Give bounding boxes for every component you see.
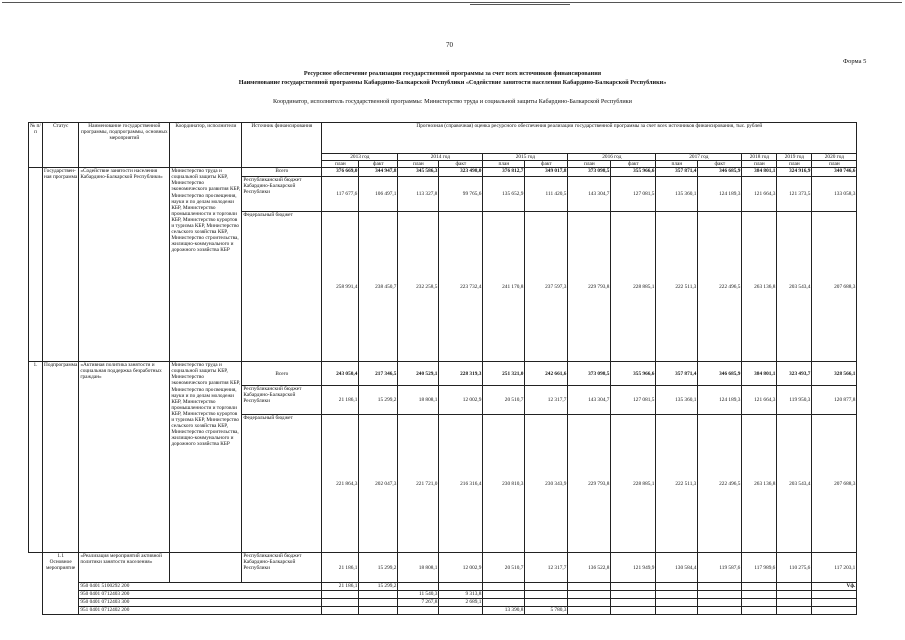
value-cell: 376 812,7 bbox=[483, 168, 525, 177]
value-cell: 373 098,5 bbox=[568, 168, 611, 177]
value-cell: 241 170,8 bbox=[483, 212, 525, 362]
value-cell: 120 877,8 bbox=[812, 386, 857, 415]
value-cell: 324 916,9 bbox=[777, 168, 812, 177]
value-cell: 21 186,1 bbox=[322, 386, 359, 415]
value-cell: 117 989,6 bbox=[742, 553, 777, 583]
source-cell: Федеральный бюджет bbox=[242, 415, 322, 553]
value-cell bbox=[777, 591, 812, 599]
sub-plan: план bbox=[812, 161, 857, 168]
value-cell: 15 299,2 bbox=[359, 583, 398, 591]
header-coordinator: Координатор, исполнители bbox=[170, 123, 242, 168]
value-cell: 230 810,3 bbox=[483, 415, 525, 553]
sub-fact: факт bbox=[698, 161, 742, 168]
value-cell: 143 304,7 bbox=[568, 386, 611, 415]
sub-plan: план bbox=[777, 161, 812, 168]
value-cell bbox=[777, 583, 812, 591]
value-cell: 124 189,3 bbox=[698, 177, 742, 212]
page-number: 70 bbox=[446, 41, 453, 49]
top-rule-2 bbox=[470, 4, 570, 5]
value-cell: 340 746,6 bbox=[812, 168, 857, 177]
value-cell: 217 346,5 bbox=[359, 362, 398, 386]
value-cell: 12 002,9 bbox=[439, 553, 483, 583]
year-header: 2014 год bbox=[398, 154, 483, 161]
value-cell: 110 275,6 bbox=[777, 553, 812, 583]
value-cell bbox=[568, 607, 611, 615]
value-cell: 7 267,8 bbox=[398, 599, 439, 607]
value-cell: 323 493,7 bbox=[777, 362, 812, 386]
value-cell: 111 420,5 bbox=[525, 177, 568, 212]
source-cell: Всего bbox=[242, 168, 322, 177]
value-cell bbox=[322, 607, 359, 615]
value-cell bbox=[568, 599, 611, 607]
value-cell bbox=[777, 607, 812, 615]
value-cell: 258 991,4 bbox=[322, 212, 359, 362]
value-cell bbox=[611, 599, 656, 607]
year-header: 2020 год bbox=[812, 154, 857, 161]
value-cell: 263 136,8 bbox=[742, 212, 777, 362]
value-cell: 135 652,9 bbox=[483, 177, 525, 212]
budget-code: 950 0401 0712403 200 bbox=[79, 591, 322, 599]
value-cell: 121 664,3 bbox=[742, 386, 777, 415]
value-cell bbox=[656, 599, 698, 607]
value-cell: 2 689,1 bbox=[439, 599, 483, 607]
value-cell: 216 316,4 bbox=[439, 415, 483, 553]
form-label: Форма 5 bbox=[843, 58, 867, 65]
row-status bbox=[43, 553, 79, 615]
table-row bbox=[29, 583, 857, 591]
value-cell: 229 793,8 bbox=[568, 212, 611, 362]
sub-plan: план bbox=[568, 161, 611, 168]
row-name: «Содействие занятости населения Кабардино-Балкарской Республики» bbox=[79, 168, 170, 362]
top-rule bbox=[2, 2, 902, 3]
row-executors bbox=[170, 553, 242, 583]
year-header: 2019 год bbox=[777, 154, 812, 161]
value-cell: 251 321,0 bbox=[483, 362, 525, 386]
value-cell: 12 002,9 bbox=[439, 386, 483, 415]
sub-plan: план bbox=[322, 161, 359, 168]
value-cell: 238 450,7 bbox=[359, 212, 398, 362]
value-cell bbox=[698, 591, 742, 599]
value-cell: 15 299,2 bbox=[359, 553, 398, 583]
table-row bbox=[29, 168, 857, 177]
value-cell bbox=[611, 591, 656, 599]
value-cell: 21 186,1 bbox=[322, 553, 359, 583]
value-cell: 119 950,3 bbox=[777, 386, 812, 415]
handwritten-mark: Vф. bbox=[812, 583, 857, 591]
value-cell bbox=[611, 583, 656, 591]
value-cell: 99 765,6 bbox=[439, 177, 483, 212]
value-cell bbox=[742, 583, 777, 591]
value-cell bbox=[483, 599, 525, 607]
value-cell: 18 808,1 bbox=[398, 386, 439, 415]
resource-table bbox=[28, 122, 857, 615]
value-cell: 12 317,7 bbox=[525, 553, 568, 583]
value-cell: 328 566,1 bbox=[812, 362, 857, 386]
value-cell: 207 688,3 bbox=[812, 415, 857, 553]
measure-status: Основное мероприятие bbox=[46, 559, 76, 572]
document-title: Ресурсное обеспечение реализации государственной программы за счет всех источников финансирования bbox=[303, 70, 602, 77]
value-cell: 20 510,7 bbox=[483, 386, 525, 415]
value-cell: 221 721,0 bbox=[398, 415, 439, 553]
value-cell: 222 496,5 bbox=[698, 415, 742, 553]
value-cell: 323 498,0 bbox=[439, 168, 483, 177]
year-header: 2016 год bbox=[568, 154, 656, 161]
value-cell: 229 793,8 bbox=[568, 415, 611, 553]
value-cell: 207 688,3 bbox=[812, 212, 857, 362]
value-cell: 143 304,7 bbox=[568, 177, 611, 212]
year-header: 2018 год bbox=[742, 154, 777, 161]
row-status: Подпрограмма bbox=[43, 362, 79, 553]
row-executors: Министерство труда и социальной защиты КБР, Министерство экономического развития КБР, Министерство просвещения, науки и по делам молодежи КБР, Министерство промышленности и торговли КБР, Министерство курортов и туризма КБР, Министерство сельского хозяйства КБР, Министерство строительства, жилищно-коммунального и дорожного хозяйства КБР bbox=[170, 168, 242, 362]
value-cell: 222 511,3 bbox=[656, 415, 698, 553]
value-cell bbox=[568, 583, 611, 591]
value-cell bbox=[777, 599, 812, 607]
value-cell: 9 313,8 bbox=[439, 591, 483, 599]
row-status: Государствен-ная программа bbox=[43, 168, 79, 362]
coordinator-line: Координатор, исполнитель государственной программы: Министерство труда и социальной защиты Кабардино-Балкарской Республики bbox=[273, 98, 632, 105]
value-cell: 263 136,8 bbox=[742, 415, 777, 553]
value-cell bbox=[568, 591, 611, 599]
row-name: «Реализация мероприятий активной политики занятости населения» bbox=[79, 553, 170, 583]
source-cell: Всего bbox=[242, 362, 322, 386]
value-cell: 357 871,4 bbox=[656, 362, 698, 386]
value-cell: 202 047,3 bbox=[359, 415, 398, 553]
value-cell: 117 677,6 bbox=[322, 177, 359, 212]
budget-code: 951 0401 0712402 200 bbox=[79, 607, 322, 615]
value-cell: 222 496,5 bbox=[698, 212, 742, 362]
sub-plan: план bbox=[656, 161, 698, 168]
budget-code: 950 0401 0712403 300 bbox=[79, 599, 322, 607]
value-cell: 117 203,1 bbox=[812, 553, 857, 583]
header-forecast: Прогнозная (справочная) оценка ресурсного обеспечения реализации государственной программы за счет всех источников финансирования, тыс. рублей bbox=[322, 123, 857, 154]
value-cell: 228 319,3 bbox=[439, 362, 483, 386]
table-row bbox=[29, 362, 857, 386]
value-cell: 357 871,4 bbox=[656, 168, 698, 177]
header-source: Источник финансирования bbox=[242, 123, 322, 168]
table-row bbox=[29, 599, 857, 607]
value-cell: 230 343,9 bbox=[525, 415, 568, 553]
value-cell bbox=[322, 599, 359, 607]
year-header: 2013 год bbox=[322, 154, 398, 161]
value-cell bbox=[656, 607, 698, 615]
value-cell: 136 522,8 bbox=[568, 553, 611, 583]
value-cell: 127 081,5 bbox=[611, 177, 656, 212]
header-num: № п/п bbox=[29, 123, 43, 168]
value-cell bbox=[439, 607, 483, 615]
value-cell: 376 669,0 bbox=[322, 168, 359, 177]
value-cell: 384 801,1 bbox=[742, 362, 777, 386]
table-row bbox=[29, 591, 857, 599]
value-cell: 106 497,1 bbox=[359, 177, 398, 212]
measure-number: 1.1 bbox=[57, 553, 64, 560]
value-cell: 355 966,6 bbox=[611, 362, 656, 386]
value-cell: 119 587,6 bbox=[698, 553, 742, 583]
value-cell bbox=[439, 583, 483, 591]
value-cell bbox=[656, 583, 698, 591]
sub-plan: план bbox=[398, 161, 439, 168]
value-cell: 18 808,1 bbox=[398, 553, 439, 583]
value-cell: 15 299,2 bbox=[359, 386, 398, 415]
value-cell bbox=[525, 591, 568, 599]
row-number bbox=[29, 168, 43, 362]
value-cell bbox=[812, 599, 857, 607]
value-cell bbox=[742, 599, 777, 607]
value-cell bbox=[525, 599, 568, 607]
value-cell: 221 864,3 bbox=[322, 415, 359, 553]
row-executors: Министерство труда и социальной защиты КБР, Министерство экономического развития КБР, Министерство просвещения, науки и по делам молодежи КБР, Министерство промышленности и торговли КБР, Министерство курортов и туризма КБР, Министерство сельского хозяйства КБР, Министерство строительства, жилищно-коммунального и дорожного хозяйства КБР bbox=[170, 362, 242, 553]
value-cell: 130 584,4 bbox=[656, 553, 698, 583]
value-cell: 203 543,4 bbox=[777, 212, 812, 362]
value-cell bbox=[698, 599, 742, 607]
year-header: 2015 год bbox=[483, 154, 568, 161]
value-cell: 243 050,4 bbox=[322, 362, 359, 386]
value-cell bbox=[483, 583, 525, 591]
value-cell: 121 664,3 bbox=[742, 177, 777, 212]
row-number bbox=[29, 553, 43, 615]
value-cell bbox=[398, 607, 439, 615]
value-cell: 228 885,1 bbox=[611, 415, 656, 553]
value-cell: 135 360,1 bbox=[656, 177, 698, 212]
value-cell: 384 801,1 bbox=[742, 168, 777, 177]
table-row bbox=[29, 553, 857, 583]
sub-fact: факт bbox=[439, 161, 483, 168]
value-cell: 124 189,3 bbox=[698, 386, 742, 415]
value-cell bbox=[656, 591, 698, 599]
table-row bbox=[29, 607, 857, 615]
source-cell: Республиканский бюджет Кабардино-Балкарской Республики bbox=[242, 553, 322, 583]
value-cell: 344 947,8 bbox=[359, 168, 398, 177]
source-cell: Федеральный бюджет bbox=[242, 212, 322, 362]
value-cell: 222 511,3 bbox=[656, 212, 698, 362]
value-cell bbox=[742, 591, 777, 599]
value-cell: 5 780,3 bbox=[525, 607, 568, 615]
value-cell: 135 360,1 bbox=[656, 386, 698, 415]
header-status: Статус bbox=[43, 123, 79, 168]
value-cell bbox=[611, 607, 656, 615]
row-name: «Активная политика занятости и социальная поддержка безработных граждан» bbox=[79, 362, 170, 553]
value-cell: 121 949,9 bbox=[611, 553, 656, 583]
row-number: 1. bbox=[29, 362, 43, 553]
value-cell: 203 543,4 bbox=[777, 415, 812, 553]
value-cell bbox=[483, 591, 525, 599]
value-cell: 121 373,5 bbox=[777, 177, 812, 212]
value-cell: 240 529,1 bbox=[398, 362, 439, 386]
value-cell: 242 661,6 bbox=[525, 362, 568, 386]
value-cell: 346 685,9 bbox=[698, 168, 742, 177]
value-cell: 349 017,8 bbox=[525, 168, 568, 177]
value-cell bbox=[359, 599, 398, 607]
value-cell bbox=[525, 583, 568, 591]
value-cell: 237 597,3 bbox=[525, 212, 568, 362]
value-cell: 113 327,8 bbox=[398, 177, 439, 212]
source-cell: Республиканский бюджет Кабардино-Балкарской Республики bbox=[242, 177, 322, 212]
value-cell: 228 885,1 bbox=[611, 212, 656, 362]
sub-fact: факт bbox=[611, 161, 656, 168]
sub-fact: факт bbox=[359, 161, 398, 168]
value-cell: 21 186,1 bbox=[322, 583, 359, 591]
value-cell bbox=[698, 607, 742, 615]
sub-plan: план bbox=[742, 161, 777, 168]
value-cell: 345 586,3 bbox=[398, 168, 439, 177]
value-cell: 232 258,5 bbox=[398, 212, 439, 362]
value-cell: 12 317,7 bbox=[525, 386, 568, 415]
budget-code: 950 0401 5100292 200 bbox=[79, 583, 322, 591]
value-cell: 20 510,7 bbox=[483, 553, 525, 583]
value-cell bbox=[359, 591, 398, 599]
value-cell: 346 685,9 bbox=[698, 362, 742, 386]
value-cell: 223 732,4 bbox=[439, 212, 483, 362]
value-cell bbox=[322, 591, 359, 599]
year-header: 2017 год bbox=[656, 154, 742, 161]
value-cell bbox=[359, 607, 398, 615]
value-cell: 127 081,5 bbox=[611, 386, 656, 415]
value-cell bbox=[398, 583, 439, 591]
value-cell: 133 058,3 bbox=[812, 177, 857, 212]
program-name: Наименование государственной программы Кабардино-Балкарской Республики «Содействие занятости населения Кабардино-Балкарской Республики» bbox=[238, 79, 667, 86]
value-cell: 355 966,6 bbox=[611, 168, 656, 177]
value-cell bbox=[742, 607, 777, 615]
sub-plan: план bbox=[483, 161, 525, 168]
header-name: Наименование государственной программы, подпрограммы, основных мероприятий bbox=[79, 123, 170, 168]
value-cell: 373 098,5 bbox=[568, 362, 611, 386]
sub-fact: факт bbox=[525, 161, 568, 168]
source-cell: Республиканский бюджет Кабардино-Балкарской Республики bbox=[242, 386, 322, 415]
value-cell bbox=[698, 583, 742, 591]
value-cell bbox=[812, 607, 857, 615]
value-cell: 13 390,8 bbox=[483, 607, 525, 615]
value-cell bbox=[812, 591, 857, 599]
value-cell: 11 540,3 bbox=[398, 591, 439, 599]
